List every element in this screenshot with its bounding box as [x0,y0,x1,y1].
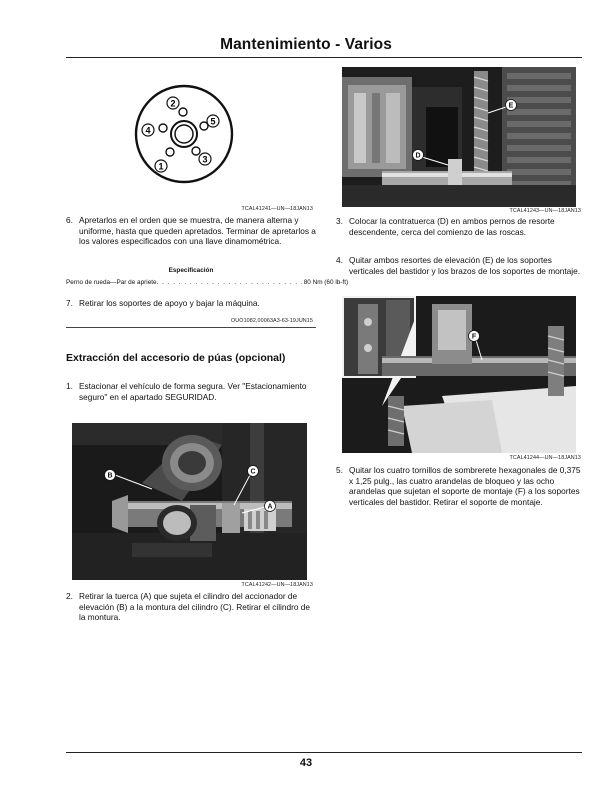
spec-label: Perno de rueda—Par de apriete [66,279,157,286]
page-title: Mantenimiento - Varios [220,36,392,53]
bolt-number-5: 5 [210,116,216,127]
lift-cylinder-photo [72,423,307,580]
step-5 [336,465,586,507]
step-text: Colocar la contratuerca (D) en ambos pernos de resorte descendente, cerca del comienzo de las roscas. [349,216,555,237]
step-number: 4. [336,255,343,265]
callout-f-label: F [471,333,477,341]
step-number: 7. [66,298,73,308]
step-6 [66,215,316,247]
step-text: Retirar la tuerca (A) que sujeta el cilindro del accionador de elevación (B) a la montura del cilindro (C). Retirar el cilindro de la montura. [79,591,311,623]
spec-leader-dots: . . . . . . . . . . . . . . . . . . . . . . . . . . . [156,279,304,286]
step-number: 3. [336,216,343,226]
figure-caption: TCAL41241—UN—18JAN13 [241,206,313,212]
bolt-number-2: 2 [170,98,176,109]
figure-caption: TCAL41243—UN—18JAN13 [509,208,581,214]
step-text: Estacionar el vehículo de forma segura. Ver "Estacionamiento seguro" en el apartado SEGURIDAD. [79,381,307,402]
bolt-number-4: 4 [145,125,151,136]
step-number: 1. [66,381,73,391]
step-2 [66,591,316,623]
spec-value: 80 Nm (60 lb-ft) [303,279,349,286]
spec-title: Especificación [168,267,214,274]
page-number: 43 [299,757,313,769]
step-number: 2. [66,591,73,601]
step-4 [336,255,586,276]
section-divider [66,327,316,328]
step-number: 5. [336,465,343,475]
bolt-number-3: 3 [202,154,208,165]
step-7 [66,298,316,309]
callout-a-label: A [267,503,273,511]
figure-caption: TCAL41244—UN—18JAN13 [509,455,581,461]
step-text: Quitar los cuatro tornillos de sombrerete hexagonales de 0,375 x 1,25 pulg., las cuatro arandelas de bloqueo y las ocho arandelas que sujetan el soporte de montaje (F) a los soportes verticales del bastidor. Retirar el soporte de montaje. [349,465,581,507]
header-divider [66,57,582,58]
step-3 [336,216,586,237]
footer-divider [66,752,582,753]
wheel-bolt-diagram [132,82,236,186]
callout-c-label: C [250,468,256,476]
callout-e-label: E [508,102,514,110]
spec-row [66,279,349,286]
section-heading: Extracción del accesorio de púas (opcional) [66,352,286,364]
step-1 [66,381,316,402]
callout-d-label: D [415,152,421,160]
step-number: 6. [66,215,73,225]
lift-spring-photo [342,67,576,207]
step-text: Quitar ambos resortes de elevación (E) de los soportes verticales del bastidor y los brazos de los soportes de montaje. [349,255,581,276]
figure-caption: TCAL41242—UN—18JAN13 [241,582,313,588]
bolt-number-1: 1 [158,161,164,172]
step-text: Apretarlos en el orden que se muestra, de manera alterna y uniforme, hasta que queden apretados. Terminar de apretarlos a los valores especificados con una llave dinamométrica. [79,215,316,247]
reference-code: OUO1082,00063A3-63-19JUN15 [230,318,313,324]
step-text: Retirar los soportes de apoyo y bajar la máquina. [79,298,260,308]
callout-b-label: B [107,472,113,480]
mounting-bracket-photo [342,296,576,453]
